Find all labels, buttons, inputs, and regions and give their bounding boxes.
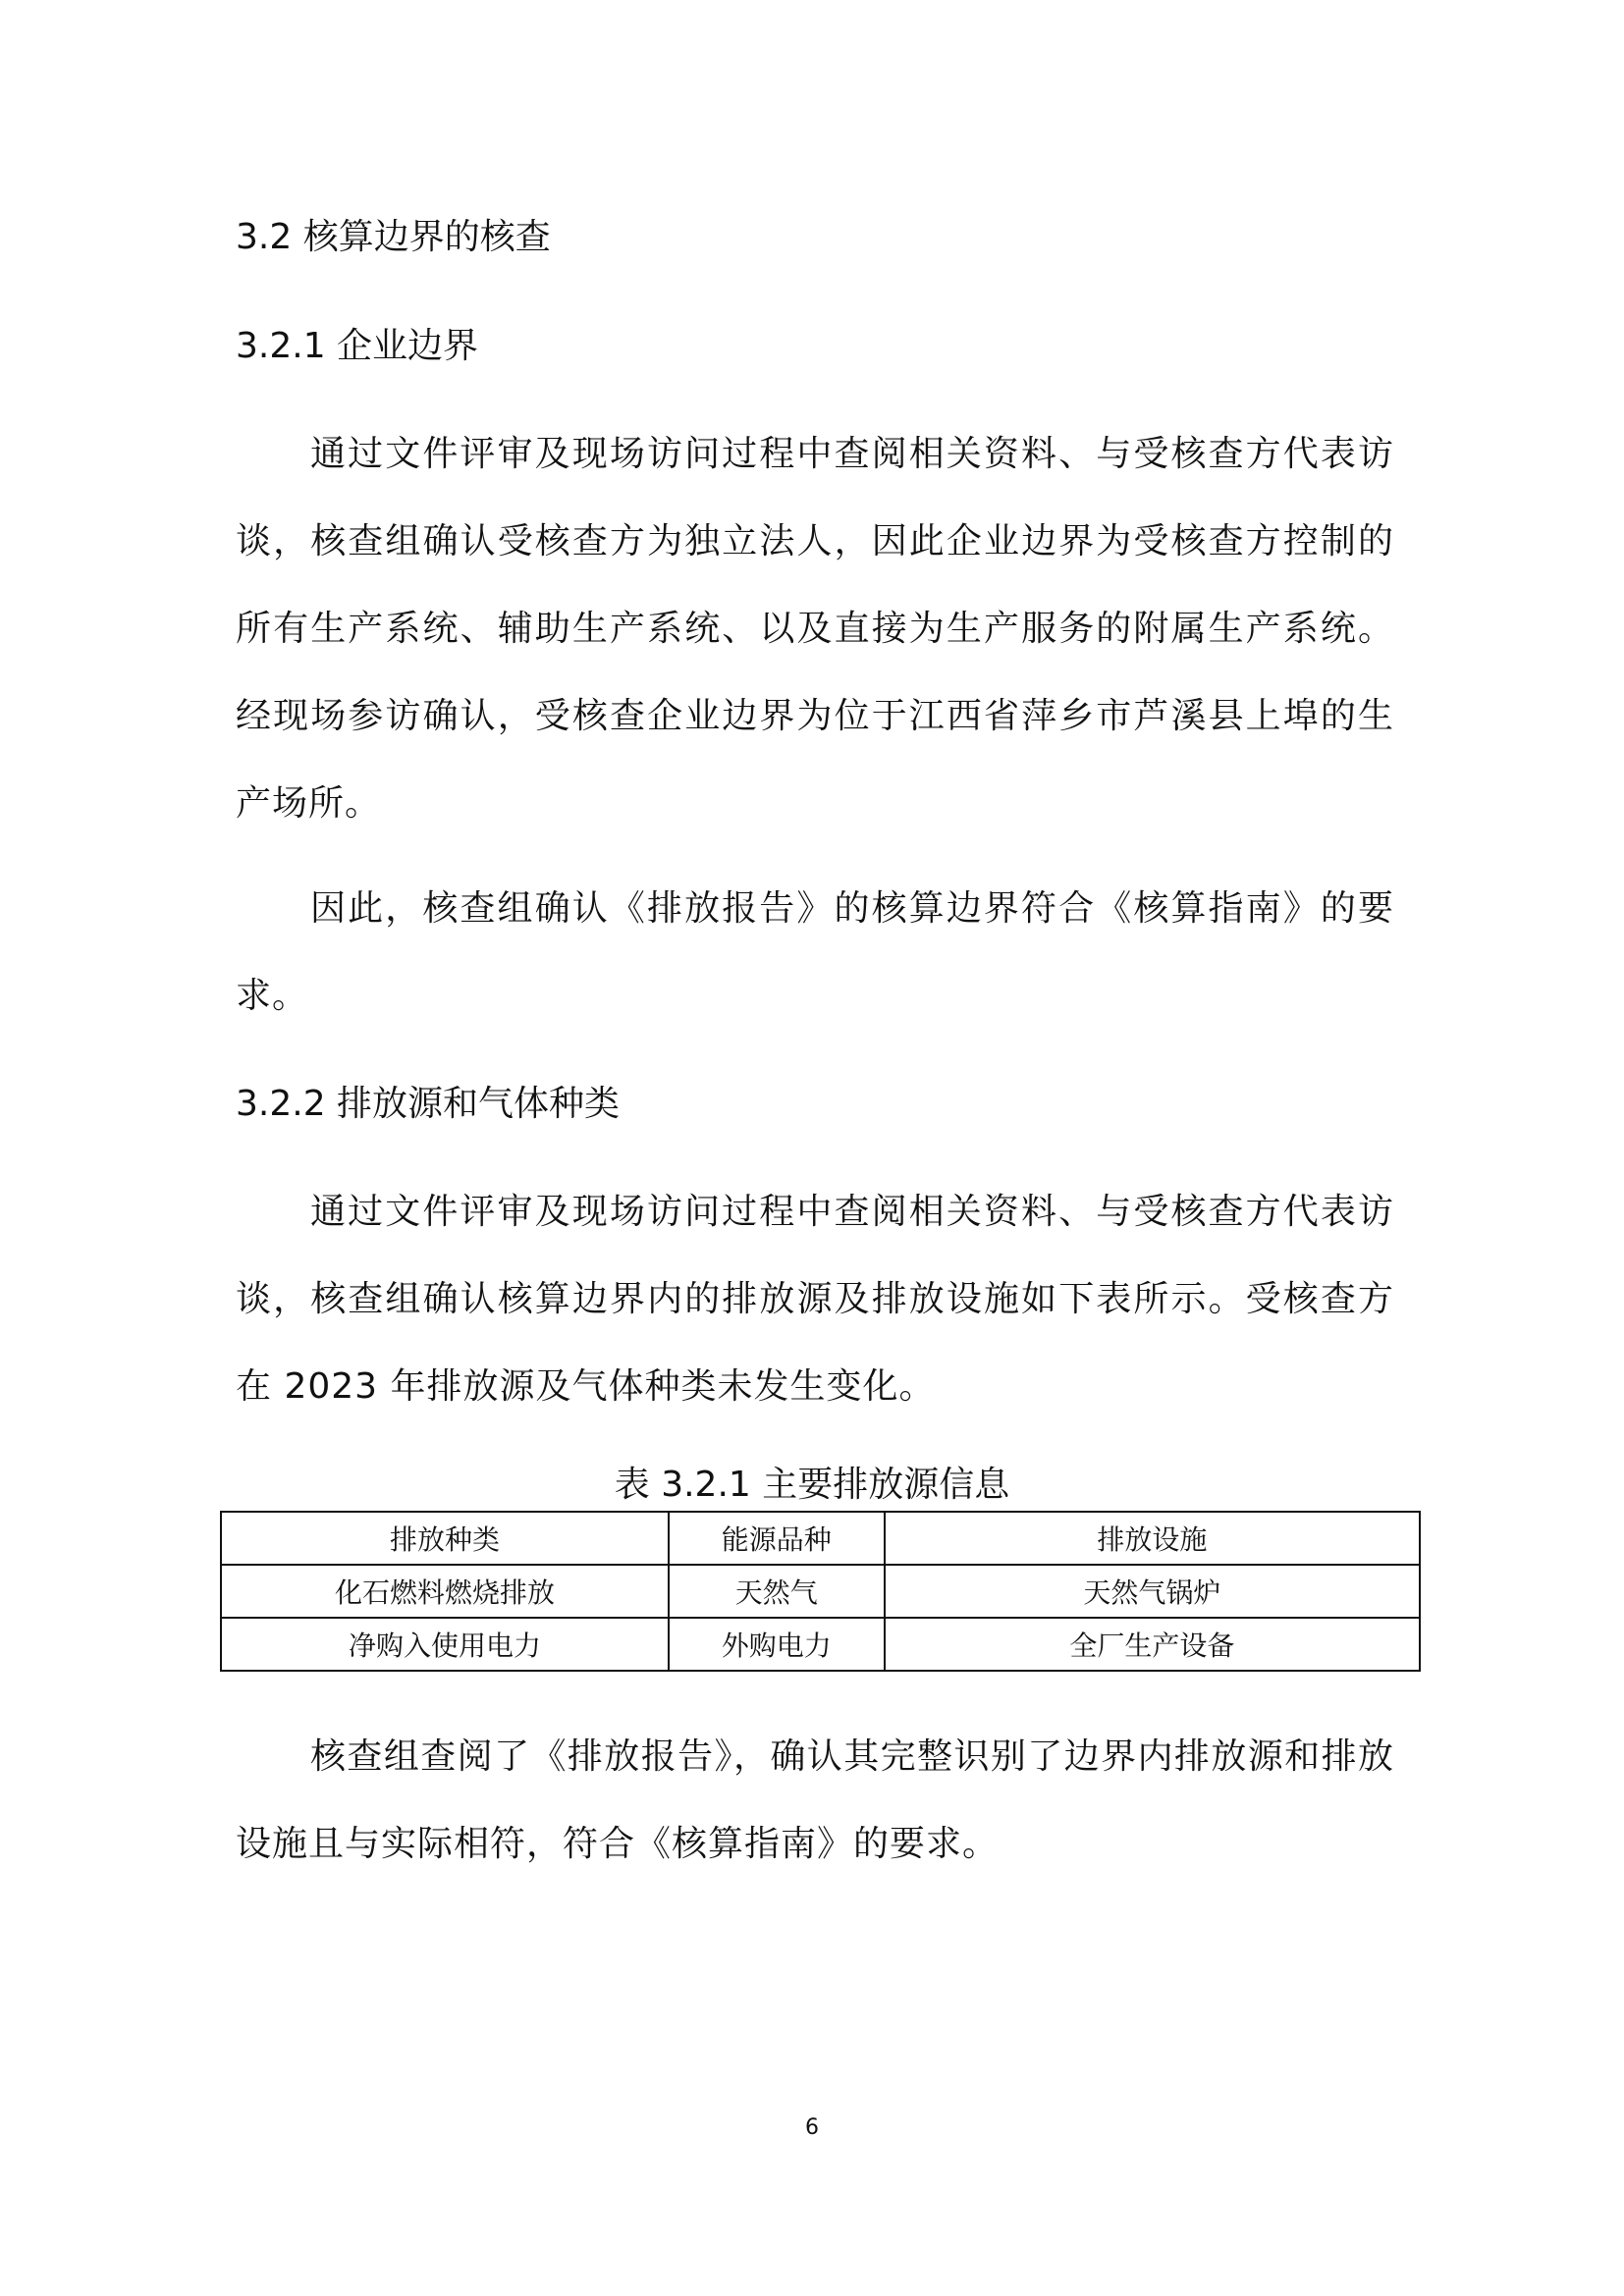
emission-source-table	[220, 1511, 1421, 1672]
table-header-cell: 能源品种	[669, 1512, 885, 1565]
table-cell: 外购电力	[669, 1618, 885, 1671]
table-header-cell: 排放设施	[885, 1512, 1420, 1565]
subsection-heading-emission-sources: 3.2.2 排放源和气体种类	[236, 1084, 621, 1124]
subsection-heading-enterprise-boundary: 3.2.1 企业边界	[236, 326, 479, 366]
section-heading: 3.2 核算边界的核查	[236, 217, 551, 257]
table-cell: 化石燃料燃烧排放	[221, 1565, 669, 1618]
table-row	[221, 1618, 1420, 1671]
paragraph-enterprise-boundary: 通过文件评审及现场访问过程中查阅相关资料、与受核查方代表访谈，核查组确认受核查方为独立法人，因此企业边界为受核查方控制的所有生产系统、辅助生产系统、以及直接为生产服务的附属生产系统。经现场参访确认，受核查企业边界为位于江西省萍乡市芦溪县上埠的生产场所。	[236, 434, 1394, 824]
table-header-row	[221, 1512, 1420, 1565]
paragraph-table-conclusion: 核查组查阅了《排放报告》，确认其完整识别了边界内排放源和排放设施且与实际相符，符合《核算指南》的要求。	[236, 1736, 1394, 1864]
table-cell: 天然气锅炉	[885, 1565, 1420, 1618]
table-header-cell: 排放种类	[221, 1512, 669, 1565]
table-row	[221, 1565, 1420, 1618]
paragraph-boundary-conclusion: 因此，核查组确认《排放报告》的核算边界符合《核算指南》的要求。	[236, 888, 1394, 1016]
page-number: 6	[805, 2115, 819, 2140]
table-cell: 天然气	[669, 1565, 885, 1618]
table-caption: 表 3.2.1 主要排放源信息	[614, 1465, 1010, 1505]
table-cell: 全厂生产设备	[885, 1618, 1420, 1671]
table-cell: 净购入使用电力	[221, 1618, 669, 1671]
paragraph-emission-sources: 通过文件评审及现场访问过程中查阅相关资料、与受核查方代表访谈，核查组确认核算边界内的排放源及排放设施如下表所示。受核查方在 2023 年排放源及气体种类未发生变化。	[236, 1192, 1394, 1407]
